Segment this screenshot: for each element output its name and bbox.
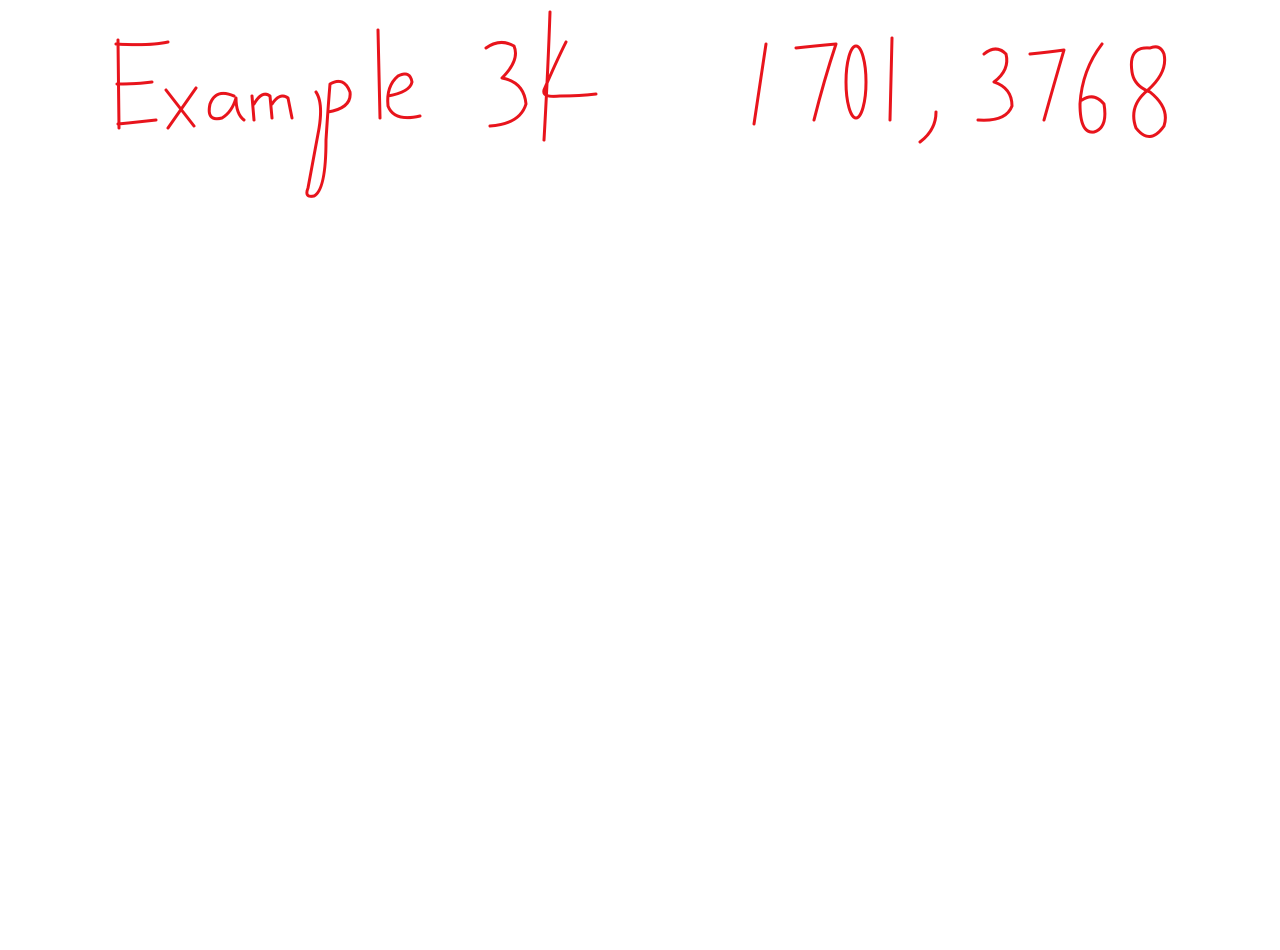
glyph-p (307, 81, 350, 196)
glyph-m (252, 94, 292, 120)
glyph-7-second (1030, 50, 1064, 120)
handwritten-number-34 (486, 12, 596, 140)
colon-dot-bottom (626, 108, 631, 113)
handwritten-number-1701 (754, 38, 892, 124)
glyph-1-first (754, 44, 766, 124)
glyph-3 (486, 42, 526, 126)
glyph-1-second (890, 38, 892, 120)
handwritten-word-example (116, 30, 420, 196)
handwritten-colon (624, 86, 631, 113)
glyph-a (209, 93, 244, 120)
glyph-7-first (796, 44, 836, 120)
glyph-0 (846, 46, 866, 118)
handwritten-note-text: Example 34: 1701, 3768 (633, 140, 647, 141)
handwritten-comma (920, 112, 936, 142)
glyph-3-second (978, 49, 1012, 120)
glyph-E (116, 40, 168, 128)
glyph-4 (544, 12, 596, 140)
handwritten-number-3768 (978, 44, 1165, 137)
glyph-8 (1131, 47, 1165, 137)
glyph-e (388, 74, 420, 118)
colon-dot-top (624, 86, 629, 91)
glyph-x (166, 88, 196, 128)
glyph-l (378, 30, 380, 118)
glyph-6 (1080, 44, 1105, 132)
